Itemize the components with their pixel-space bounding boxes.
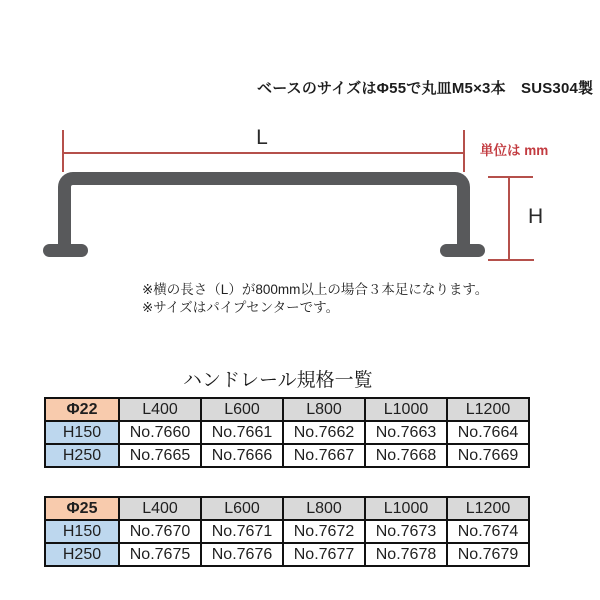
header-row	[45, 497, 529, 520]
length-dimension-label: L	[256, 126, 268, 149]
column-header: L1000	[365, 497, 447, 520]
dimension-tick-top	[488, 176, 533, 178]
model-number-cell: No.7667	[283, 444, 365, 467]
base-spec-note: ベースのサイズはΦ55で丸皿M5×3本 SUS304製	[257, 80, 594, 97]
model-number-cell: No.7665	[119, 444, 201, 467]
dimension-tick-left	[62, 130, 64, 172]
model-number-cell: No.7679	[447, 543, 529, 566]
table-row	[45, 543, 529, 566]
handrail-shape	[58, 172, 470, 252]
dimension-line-height	[508, 176, 510, 260]
column-header: L400	[119, 497, 201, 520]
column-header: L800	[283, 497, 365, 520]
dimension-line-length	[62, 152, 464, 154]
handrail-base-right	[440, 244, 485, 257]
model-number-cell: No.7672	[283, 520, 365, 543]
column-header: L1200	[447, 497, 529, 520]
model-number-cell: No.7669	[447, 444, 529, 467]
model-number-cell: No.7663	[365, 421, 447, 444]
column-header: L1200	[447, 398, 529, 421]
dimension-tick-right	[463, 130, 465, 172]
model-number-cell: No.7674	[447, 520, 529, 543]
row-header: H150	[45, 520, 119, 543]
column-header: L400	[119, 398, 201, 421]
model-number-cell: No.7675	[119, 543, 201, 566]
table-row	[45, 421, 529, 444]
diameter-header: Φ22	[45, 398, 119, 421]
note-pipe-center: ※サイズはパイプセンターです。	[142, 300, 340, 315]
model-number-cell: No.7677	[283, 543, 365, 566]
column-header: L1000	[365, 398, 447, 421]
model-number-cell: No.7661	[201, 421, 283, 444]
model-number-cell: No.7664	[447, 421, 529, 444]
spec-table-title: ハンドレール規格一覧	[183, 370, 373, 391]
height-dimension-label: H	[528, 205, 544, 228]
diagram-notes	[142, 281, 488, 317]
header-row	[45, 398, 529, 421]
model-number-cell: No.7676	[201, 543, 283, 566]
row-header: H250	[45, 543, 119, 566]
table-row	[45, 444, 529, 467]
row-header: H150	[45, 421, 119, 444]
model-number-cell: No.7670	[119, 520, 201, 543]
model-number-cell: No.7671	[201, 520, 283, 543]
model-number-cell: No.7668	[365, 444, 447, 467]
spec-table-phi25	[44, 496, 530, 567]
model-number-cell: No.7673	[365, 520, 447, 543]
handrail-base-left	[43, 244, 88, 257]
note-three-legs: ※横の長さ（L）が800mm以上の場合３本足になります。	[142, 282, 489, 297]
dimension-tick-bottom	[488, 259, 534, 261]
column-header: L600	[201, 398, 283, 421]
spec-table-phi22	[44, 397, 530, 468]
row-header: H250	[45, 444, 119, 467]
model-number-cell: No.7660	[119, 421, 201, 444]
model-number-cell: No.7678	[365, 543, 447, 566]
model-number-cell: No.7666	[201, 444, 283, 467]
table-row	[45, 520, 529, 543]
diameter-header: Φ25	[45, 497, 119, 520]
unit-note: 単位は mm	[480, 143, 549, 158]
column-header: L600	[201, 497, 283, 520]
column-header: L800	[283, 398, 365, 421]
model-number-cell: No.7662	[283, 421, 365, 444]
